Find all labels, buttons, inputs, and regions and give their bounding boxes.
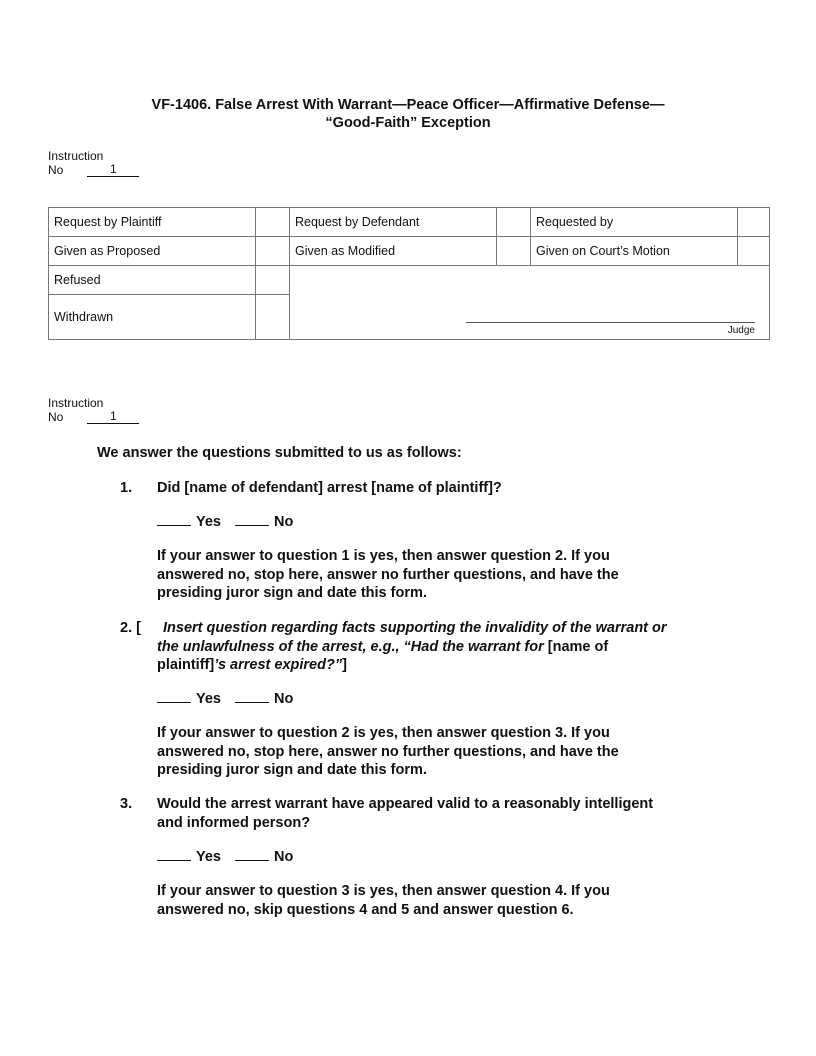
- withdrawn-label: Withdrawn: [49, 295, 256, 340]
- yes-label: Yes: [196, 514, 221, 530]
- instruction-label: Instruction: [48, 396, 104, 410]
- given-on-courts-motion-box[interactable]: [738, 237, 770, 266]
- followup-line: presiding juror sign and date this form.: [157, 762, 427, 778]
- judge-signature-area: [290, 266, 770, 340]
- followup-line: If your answer to question 3 is yes, then answer question 4. If you: [157, 883, 610, 899]
- question-3-no-blank[interactable]: [235, 859, 269, 861]
- question-3-text: [157, 795, 737, 832]
- no-label: No: [48, 163, 64, 177]
- yes-label: Yes: [196, 849, 221, 865]
- instruction-label: Instruction: [48, 149, 104, 163]
- request-status-table: [48, 207, 770, 340]
- question-2-text-line-3-end: ]: [342, 657, 347, 673]
- followup-line: If your answer to question 2 is yes, then answer question 3. If you: [157, 725, 610, 741]
- form-title-line-2: “Good-Faith” Exception: [325, 115, 491, 131]
- question-2-text-line-3-plain: plaintiff]: [157, 657, 215, 673]
- question-2-answer: [157, 690, 737, 709]
- question-1-number: 1.: [120, 480, 133, 496]
- question-2-text-line-1: Insert question regarding facts supporting the invalidity of the warrant or: [163, 620, 667, 636]
- followup-line: answered no, stop here, answer no further questions, and have the: [157, 743, 619, 760]
- question-2-text-line-3-italic: ’s arrest expired?”: [214, 657, 343, 673]
- question-1-followup: [157, 547, 737, 603]
- followup-line: answered no, skip questions 4 and 5 and answer question 6.: [157, 901, 574, 918]
- request-by-defendant-box[interactable]: [497, 208, 531, 237]
- request-by-plaintiff-box[interactable]: [256, 208, 290, 237]
- question-2-text-line-2-plain: [name of: [547, 638, 609, 655]
- form-title-line-1: VF-1406. False Arrest With Warrant—Peace Officer—Affirmative Defense—: [151, 97, 665, 113]
- request-by-defendant-label: Request by Defendant: [290, 208, 497, 237]
- request-by-plaintiff-label: Request by Plaintiff: [49, 208, 256, 237]
- question-2-text-line-2-italic: the unlawfulness of the arrest, e.g., “Had the warrant for: [157, 638, 548, 655]
- instruction-number-block-bottom: [48, 396, 139, 424]
- question-3-text-line-1: Would the arrest warrant have appeared valid to a reasonably intelligent: [157, 796, 654, 812]
- question-2-yes-blank[interactable]: [157, 701, 191, 703]
- followup-line: If your answer to question 1 is yes, then answer question 2. If you: [157, 548, 610, 564]
- no-label: No: [48, 410, 64, 424]
- given-on-courts-motion-label: Given on Court’s Motion: [531, 237, 738, 266]
- followup-line: presiding juror sign and date this form.: [157, 585, 427, 601]
- question-3-number: 3.: [120, 796, 133, 812]
- question-1-no-blank[interactable]: [235, 524, 269, 526]
- refused-box[interactable]: [256, 266, 290, 295]
- yes-label: Yes: [196, 691, 221, 707]
- question-2-text: [157, 619, 737, 675]
- instruction-number-block-top: [48, 149, 139, 177]
- followup-line: answered no, stop here, answer no further questions, and have the: [157, 566, 619, 583]
- question-2-followup: [157, 724, 737, 780]
- question-2-no-blank[interactable]: [235, 701, 269, 703]
- question-3-text-line-2: and informed person?: [157, 814, 311, 831]
- question-3-answer: [157, 848, 737, 867]
- requested-by-label: Requested by: [531, 208, 738, 237]
- requested-by-box[interactable]: [738, 208, 770, 237]
- question-3-yes-blank[interactable]: [157, 859, 191, 861]
- judge-signature-line[interactable]: [466, 322, 755, 323]
- form-title: [0, 96, 816, 132]
- no-answer-label: No: [274, 691, 294, 707]
- question-1-text: Did [name of defendant] arrest [name of plaintiff]?: [157, 480, 502, 496]
- question-3-followup: [157, 882, 737, 919]
- given-as-proposed-box[interactable]: [256, 237, 290, 266]
- question-2-number: 2. [: [120, 620, 141, 636]
- question-1-answer: [157, 513, 737, 532]
- no-answer-label: No: [274, 849, 294, 865]
- withdrawn-box[interactable]: [256, 295, 290, 340]
- no-answer-label: No: [274, 514, 294, 530]
- verdict-intro: We answer the questions submitted to us as follows:: [97, 445, 462, 461]
- instruction-number: 1: [87, 410, 139, 424]
- question-1-yes-blank[interactable]: [157, 524, 191, 526]
- refused-label: Refused: [49, 266, 256, 295]
- given-as-modified-box[interactable]: [497, 237, 531, 266]
- given-as-proposed-label: Given as Proposed: [49, 237, 256, 266]
- judge-label: Judge: [727, 325, 755, 336]
- instruction-number: 1: [87, 163, 139, 177]
- given-as-modified-label: Given as Modified: [290, 237, 497, 266]
